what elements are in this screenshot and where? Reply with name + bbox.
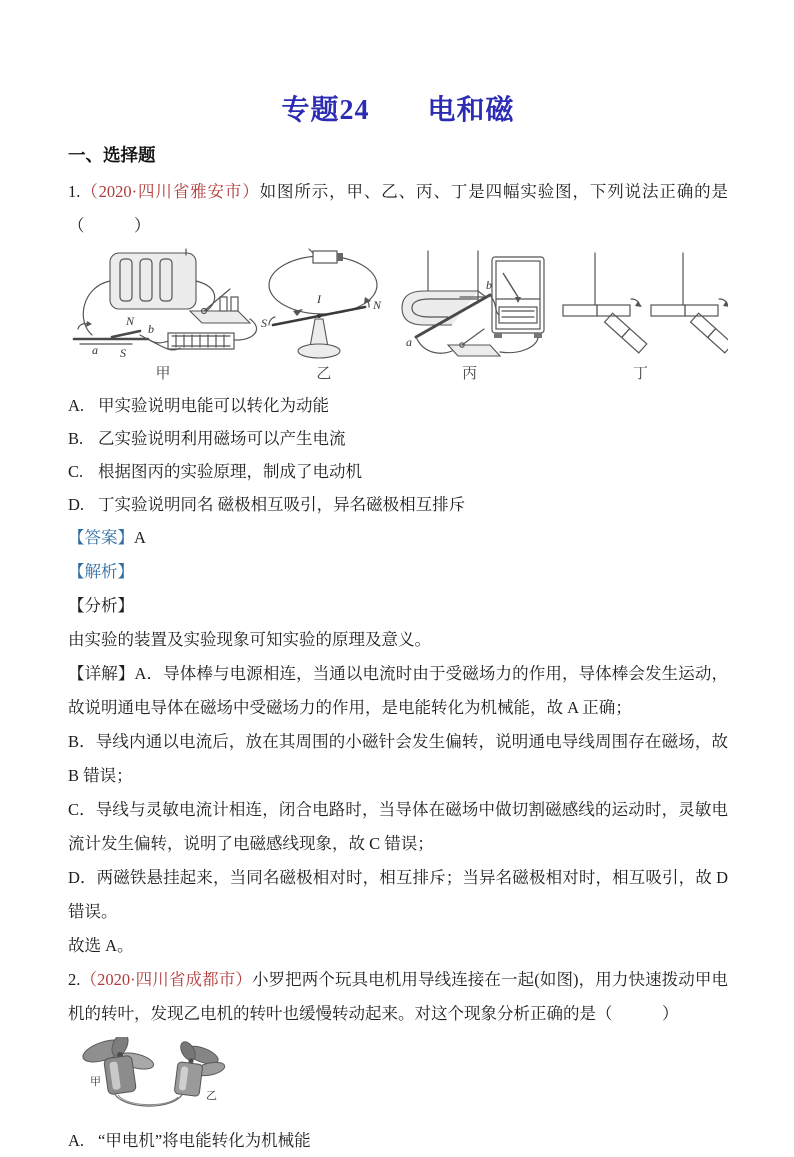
question-1-number: 1. — [68, 182, 81, 201]
yi-pole-n-label: N — [373, 298, 382, 312]
page-title: 专题24 电和磁 — [281, 95, 515, 126]
experiment-figure-ding — [553, 247, 728, 383]
jiexi-tag: 【解析】 — [68, 562, 134, 581]
option-a-text: 甲实验说明电能可以转化为动能 — [98, 396, 329, 415]
detail-tag: 【详解】 — [68, 664, 135, 683]
figure-caption-yi: 乙 — [316, 366, 332, 382]
question-1-source: （2020·四川省雅安市） — [80, 182, 260, 201]
jiexi-line — [68, 555, 728, 589]
yi-current-label: I — [317, 292, 322, 306]
option-c-text: 根据图丙的实验原理，制成了电动机 — [98, 462, 362, 481]
figure-caption-bing: 丙 — [462, 366, 478, 382]
option-b — [68, 422, 728, 455]
detail-text-a: A．导体棒与电源相连，当通以电流时由于受磁场力的作用，导体棒会发生运动，故说明通电导体在磁场中受磁场力的作用，是电能转化为机械能，故 A 正确； — [68, 664, 729, 717]
q2-option-a-text: “甲电机”将电能转化为机械能 — [98, 1131, 311, 1150]
jia-pole-n-label: N — [126, 314, 135, 328]
experiment-sketch-jia — [68, 247, 258, 367]
option-b-label: B. — [68, 429, 84, 448]
figure-caption-jia: 甲 — [155, 366, 171, 382]
question-2-figure — [70, 1037, 728, 1114]
option-d-text: 丁实验说明同名 磁极相互吸引，异名磁极相互排斥 — [98, 495, 466, 514]
question-2-stem — [68, 963, 728, 1031]
detail-conclusion: 故选 A。 — [68, 936, 134, 955]
question-2-text: 小罗把两个玩具电机用导线连接在一起(如图)，用力快速拨动甲电机的转叶，发现乙电机的转叶也缓慢转动起来。对这个现象分析正确的是（ ） — [68, 970, 728, 1023]
question-1-figure — [68, 247, 728, 383]
fenxi-tag: 【分析】 — [68, 596, 134, 615]
toy-motors-sketch — [70, 1037, 235, 1109]
experiment-figure-yi — [261, 247, 386, 383]
fenxi-text: 由实验的装置及实验现象可知实验的原理及意义。 — [68, 630, 431, 649]
option-b-text: 乙实验说明利用磁场可以产生电流 — [98, 429, 346, 448]
detail-paragraph-a — [68, 657, 728, 725]
option-d-label: D. — [68, 495, 85, 514]
question-1-stem — [68, 175, 728, 243]
detail-paragraph-c: C．导线与灵敏电流计相连，闭合电路时，当导体在磁场中做切割磁感线的运动时，灵敏电流计发生偏转，说明了电磁感线现象，故 C 错误； — [68, 800, 728, 853]
experiment-sketch-bing — [390, 247, 550, 367]
question-1-options — [68, 389, 728, 521]
answer-tag: 【答案】 — [68, 528, 134, 547]
bing-point-a-label: a — [405, 335, 412, 349]
option-a-label: A. — [68, 396, 85, 415]
section-heading: 一、选择题 — [68, 145, 156, 165]
answer-line — [68, 521, 728, 555]
jia-point-b-label: b — [148, 322, 154, 336]
experiment-figure-bing — [390, 247, 550, 383]
experiment-sketch-ding — [553, 247, 728, 367]
figure-caption-ding: 丁 — [632, 366, 648, 382]
question-1-text: 如图所示，甲、乙、丙、丁是四幅实验图，下列说法正确的是（ ） — [68, 182, 728, 235]
motor-yi-label: 乙 — [206, 1090, 217, 1102]
option-d — [68, 488, 728, 521]
ding-left-pair — [563, 253, 647, 353]
detail-paragraph-b: B．导线内通以电流后，放在其周围的小磁针会发生偏转，说明通电导线周围存在磁场，故 B 错误； — [68, 732, 728, 785]
option-c — [68, 455, 728, 488]
bing-point-b-label: b — [485, 278, 492, 292]
jia-point-a-label: a — [92, 343, 98, 357]
motor-jia-label: 甲 — [90, 1076, 101, 1088]
motor-yi — [174, 1039, 226, 1096]
detail-paragraph-d: D．两磁铁悬挂起来，当同名磁极相对时，相互排斥；当异名磁极相对时，相互吸引，故 D 错误。 — [68, 868, 728, 921]
question-2-number: 2. — [68, 970, 81, 989]
jia-pole-s-label: S — [120, 346, 126, 360]
experiment-figure-jia — [68, 247, 258, 383]
option-c-label: C. — [68, 462, 84, 481]
experiment-sketch-yi — [261, 247, 386, 367]
option-a — [68, 389, 728, 422]
answer-value: A — [134, 528, 146, 547]
q2-option-a-label: A. — [68, 1131, 85, 1150]
question-2-option-a — [68, 1124, 728, 1157]
question-2-source: （2020·四川省成都市） — [80, 970, 252, 989]
yi-pole-s-label: S — [261, 316, 268, 330]
fenxi-line — [68, 589, 728, 623]
ding-right-pair — [651, 253, 728, 353]
